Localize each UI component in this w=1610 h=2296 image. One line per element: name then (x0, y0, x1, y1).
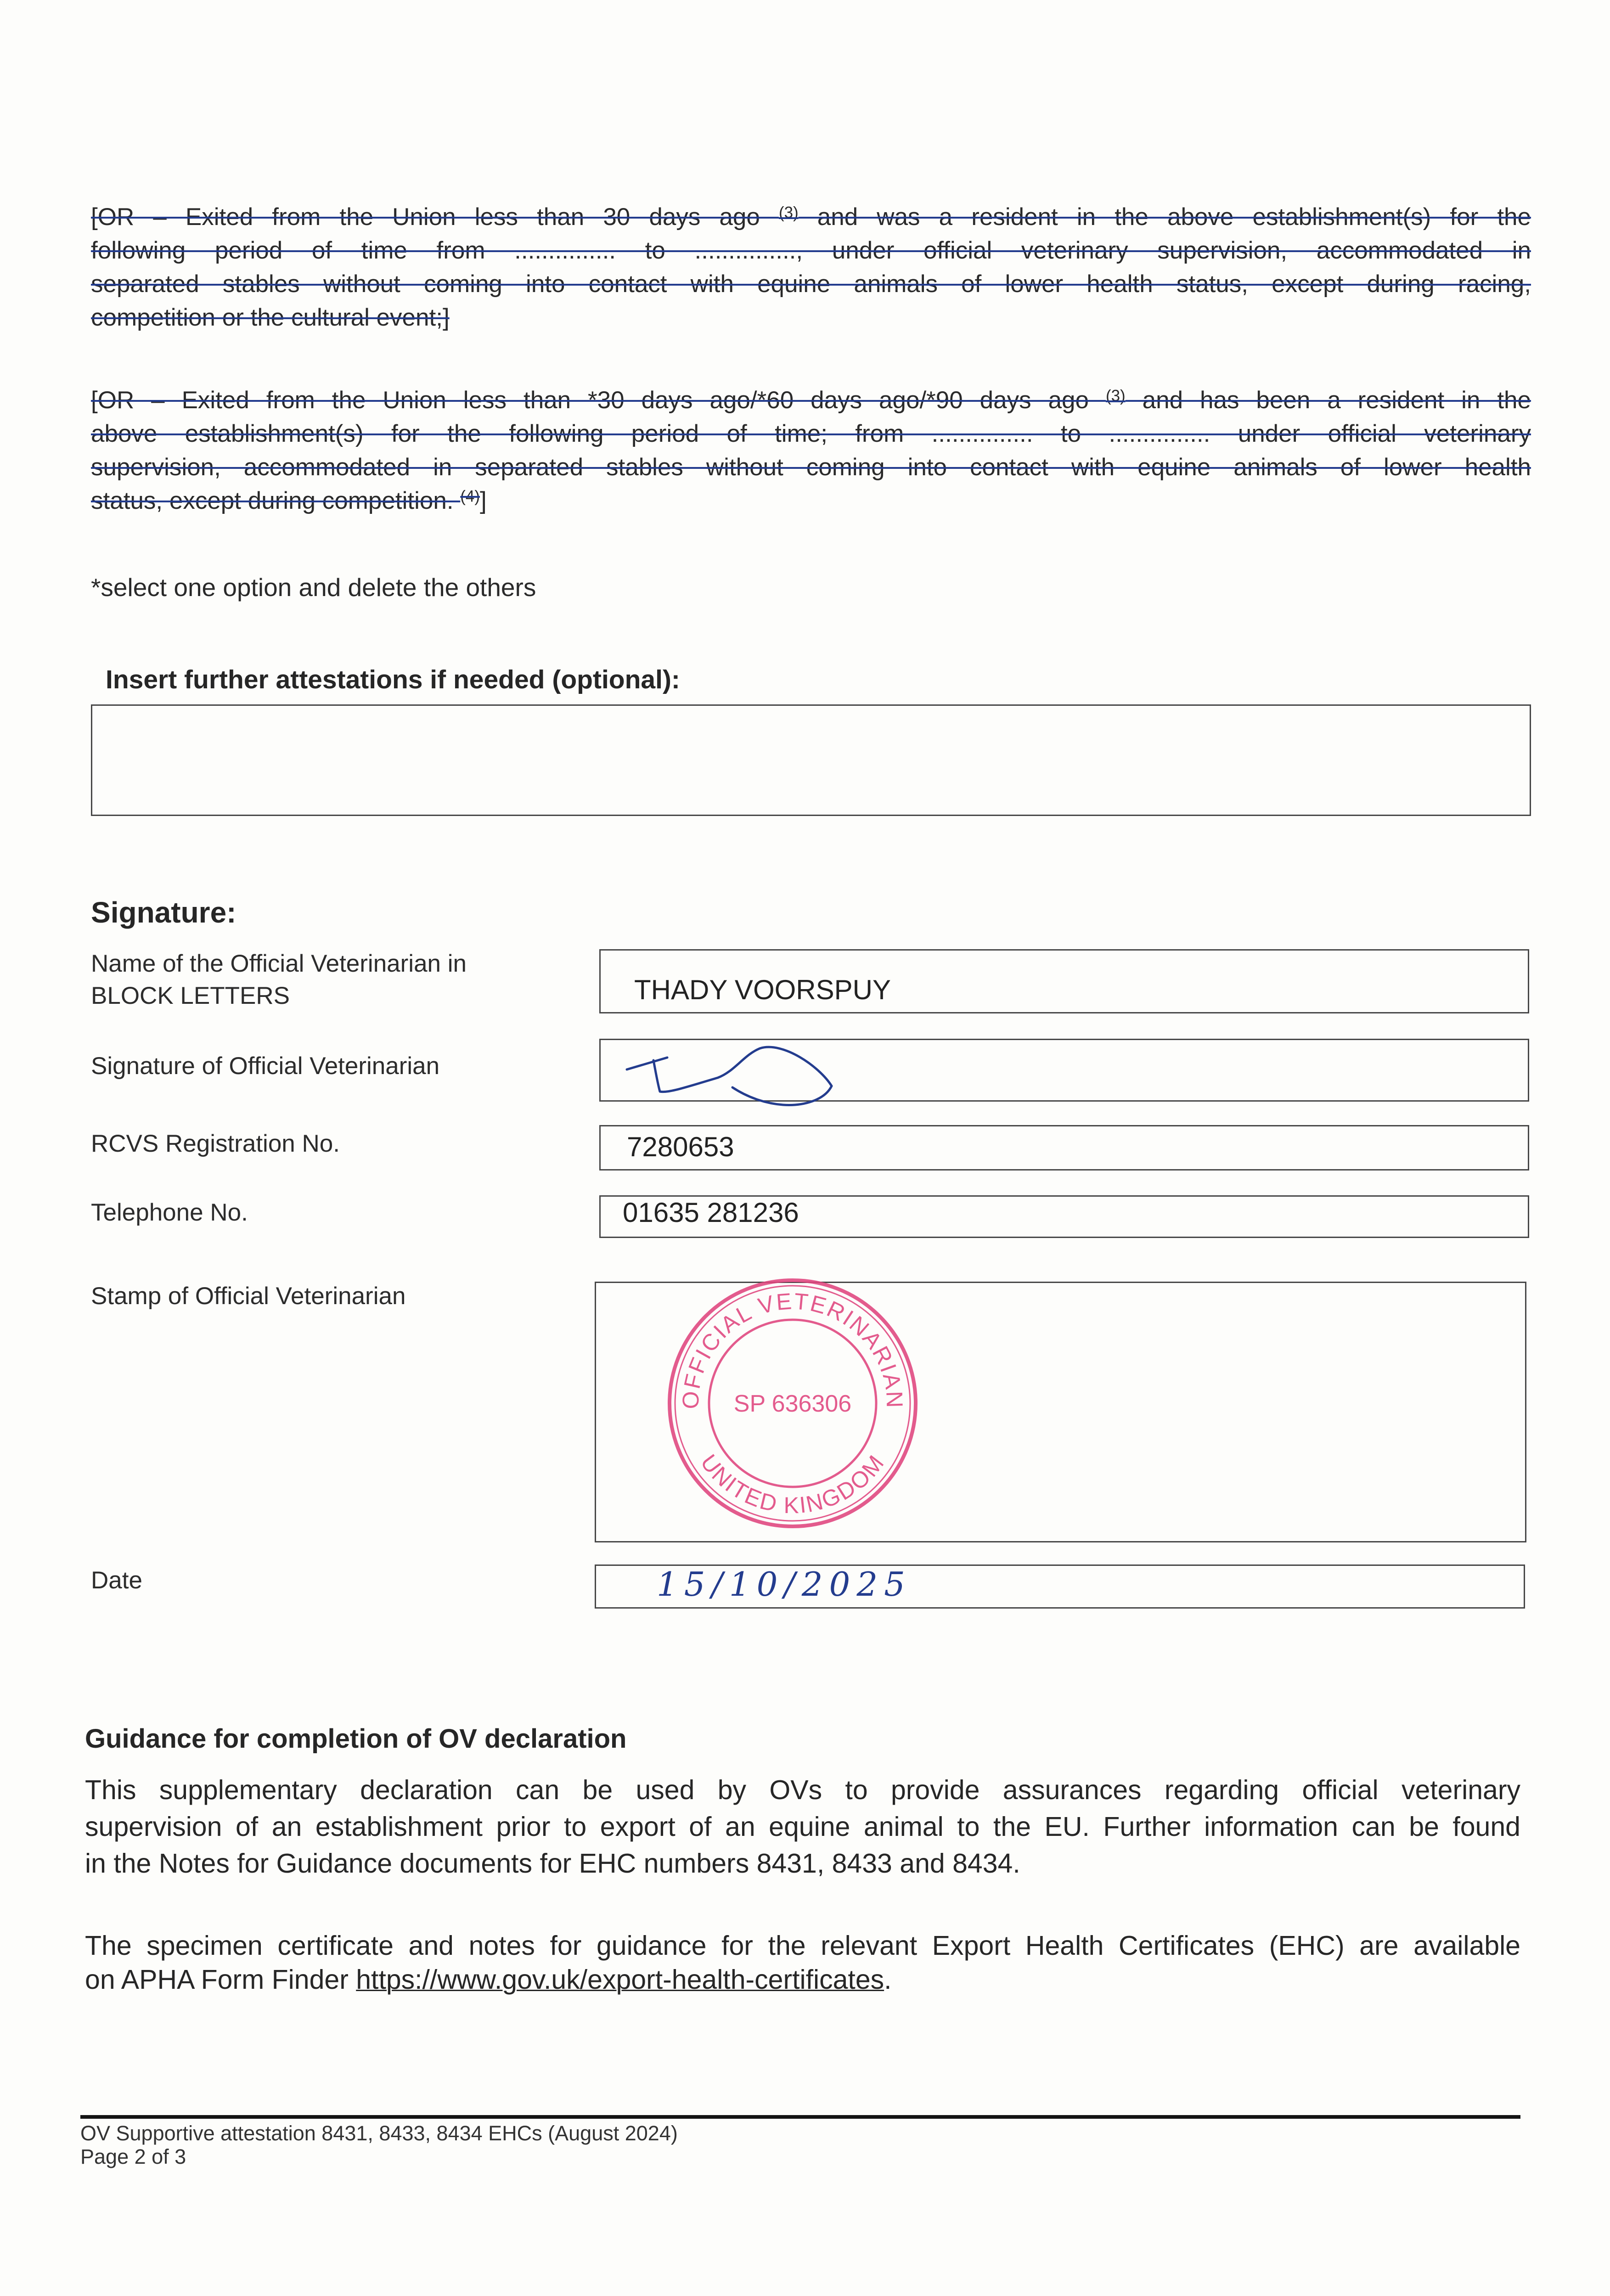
telephone-value: 01635 281236 (623, 1197, 799, 1228)
option-b-line-1-text: [OR – Exited from the Union less than *30 days ago/*60 days ago/*90 days ago (91, 387, 1106, 414)
guidance-line-2: supervision of an establishment prior to export of an equine animal to the EU. Further information can be found (85, 1812, 1520, 1842)
option-b-line-1-text-end: and has been a resident in the (1125, 387, 1531, 414)
specimen-line-2-end: . (884, 1964, 892, 1995)
option-a-line-1-text: [OR – Exited from the Union less than 30 days ago (91, 203, 779, 231)
guidance-line-1: This supplementary declaration can be used by OVs to provide assurances regarding official veterinary (85, 1775, 1520, 1805)
signature-label: Signature of Official Veterinarian (91, 1052, 440, 1080)
option-a-line-3: separated stables without coming into contact with equine animals of lower health status, except during racing, (91, 270, 1531, 298)
official-veterinarian-stamp (659, 1270, 926, 1536)
name-label-line-2: BLOCK LETTERS (91, 982, 290, 1009)
option-a-line-1 (91, 200, 1531, 234)
option-a-line-4: competition or the cultural event;] (91, 304, 450, 331)
option-b-paragraph (91, 383, 1531, 518)
footnote-ref-4: (4) (460, 487, 480, 506)
stamp-top-text-path: OFFICIAL VETERINARIAN (677, 1288, 908, 1410)
guidance-heading: Guidance for completion of OV declaration (85, 1724, 627, 1754)
specimen-paragraph (85, 1929, 1520, 1997)
stamp-bottom-text-path: UNITED KINGDOM (695, 1449, 890, 1519)
option-a-line-2: following period of time from ............... to ..............., under official veterinary supervision, accommodated in (91, 237, 1531, 264)
footnote-ref-3: (3) (778, 203, 799, 222)
page-number: Page 2 of 3 (80, 2145, 186, 2168)
specimen-line-2 (85, 1963, 1520, 1997)
footer-rule (80, 2115, 1520, 2119)
option-a-line-1-text-end: and was a resident in the above establishment(s) for the (798, 203, 1531, 231)
name-label (91, 948, 467, 1012)
option-a-paragraph (91, 200, 1531, 334)
signature-stroke-top (627, 1058, 667, 1069)
date-label: Date (91, 1567, 142, 1594)
stamp-label: Stamp of Official Veterinarian (91, 1283, 406, 1310)
signature-heading: Signature: (91, 896, 236, 929)
signature-stroke-loop (653, 1047, 832, 1105)
export-health-certificates-link[interactable]: https://www.gov.uk/export-health-certificates (356, 1964, 884, 1995)
option-b-line-3: supervision, accommodated in separated stables without coming into contact with equine animals of lower health (91, 454, 1531, 481)
rcvs-label: RCVS Registration No. (91, 1130, 340, 1157)
option-b-line-1 (91, 383, 1531, 417)
stamp-number: SP 636306 (733, 1390, 852, 1417)
further-attestations-box (91, 704, 1531, 816)
telephone-label: Telephone No. (91, 1199, 248, 1226)
further-attestations-heading: Insert further attestations if needed (optional): (106, 665, 680, 694)
name-value: THADY VOORSPUY (634, 974, 891, 1005)
closing-bracket: ] (480, 487, 487, 514)
handwritten-signature (622, 1040, 843, 1114)
rcvs-value: 7280653 (627, 1131, 734, 1162)
guidance-paragraph (85, 1772, 1520, 1882)
specimen-line-1: The specimen certificate and notes for guidance for the relevant Export Health Certificates (EHC) are available (85, 1930, 1520, 1961)
option-b-line-4-text: status, except during competition. (91, 487, 461, 514)
guidance-line-3: in the Notes for Guidance documents for EHC numbers 8431, 8433 and 8434. (85, 1848, 1020, 1879)
rcvs-field (599, 1125, 1529, 1171)
date-value: 15/10/2025 (657, 1565, 912, 1604)
option-b-line-4 (91, 484, 1531, 518)
option-b-line-2: above establishment(s) for the following period of time; from ............... to ............... under official veterinary (91, 420, 1531, 447)
footnote-ref-3: (3) (1105, 387, 1126, 405)
name-label-line-1: Name of the Official Veterinarian in (91, 950, 467, 977)
specimen-line-2-text: on APHA Form Finder (85, 1964, 356, 1995)
footer-title: OV Supportive attestation 8431, 8433, 8434 EHCs (August 2024) (80, 2122, 678, 2145)
select-option-note: *select one option and delete the others (91, 573, 536, 602)
